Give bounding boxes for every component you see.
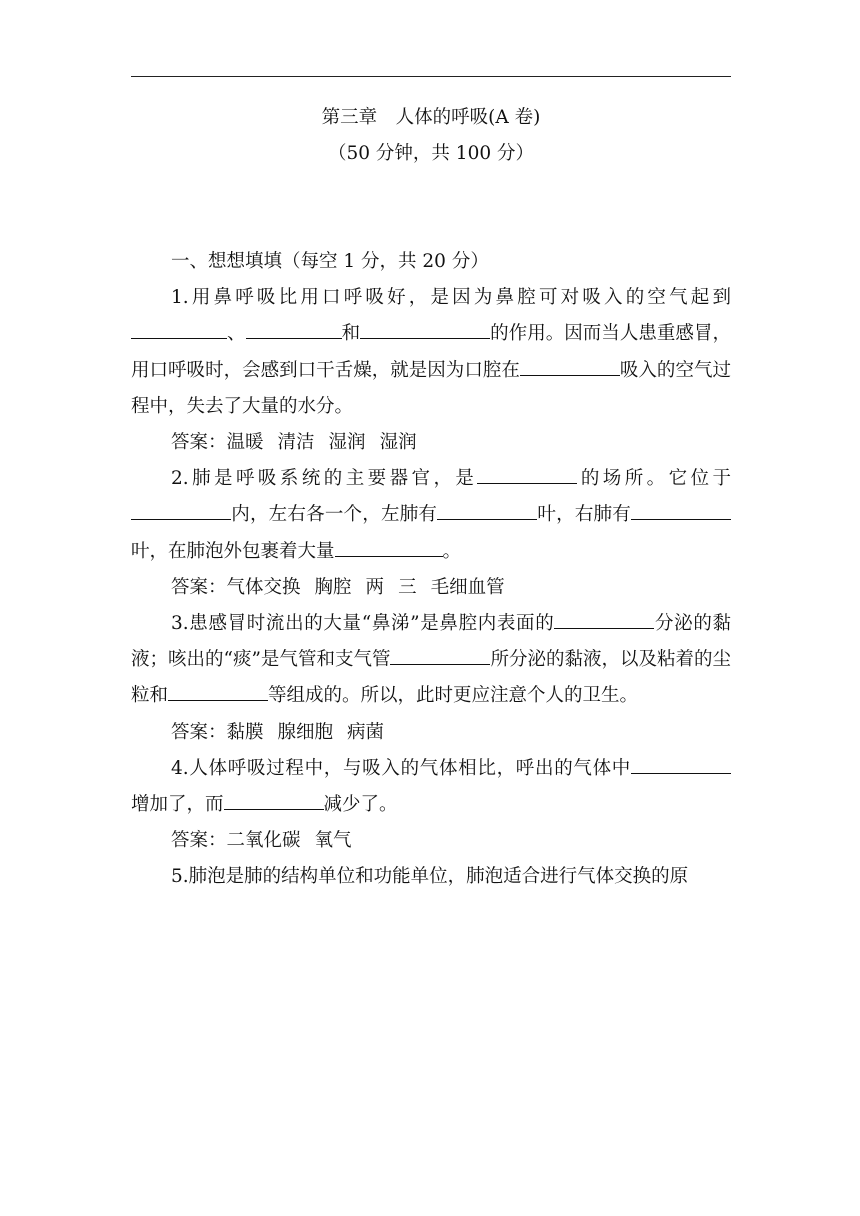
answer-item: 氧气 bbox=[314, 830, 352, 852]
question-2 bbox=[131, 461, 731, 570]
answer-item: 胸腔 bbox=[314, 576, 352, 598]
answer-blank bbox=[131, 337, 227, 339]
question-text: 、 bbox=[227, 323, 246, 345]
answer-3 bbox=[131, 715, 731, 751]
document-body bbox=[131, 100, 731, 896]
page-subtitle: （50 分钟，共 100 分） bbox=[328, 143, 534, 164]
question-text: 的作用。因而当人患重感冒，用口呼吸时，会感到口干舌燥，就是因为口腔在 bbox=[131, 323, 731, 381]
question-text: 5.肺泡是肺的结构单位和功能单位，肺泡适合进行气体交换的原 bbox=[171, 866, 689, 888]
answer-item: 毛细血管 bbox=[430, 576, 505, 598]
answer-item: 病菌 bbox=[347, 721, 385, 743]
page-title: 第三章 人体的呼吸(A 卷) bbox=[321, 107, 541, 128]
question-text: 减少了。 bbox=[323, 794, 398, 816]
header-rule bbox=[131, 76, 731, 77]
question-text: 吸入的空气过程中，失去了大量的水分。 bbox=[131, 359, 731, 417]
answer-blank bbox=[477, 482, 577, 484]
answer-label: 答案： bbox=[171, 576, 227, 598]
answer-blank bbox=[631, 518, 731, 520]
answer-blank bbox=[520, 374, 620, 376]
answer-item: 黏膜 bbox=[226, 721, 264, 743]
answer-blank bbox=[390, 663, 490, 665]
question-text: 1.用鼻呼吸比用口呼吸好，是因为鼻腔可对吸入的空气起到 bbox=[171, 287, 731, 309]
question-text: 内，左右各一个，左肺有 bbox=[231, 504, 438, 526]
answer-blank bbox=[360, 337, 490, 339]
answer-label: 答案： bbox=[171, 830, 227, 852]
answer-item: 气体交换 bbox=[226, 576, 301, 598]
question-3 bbox=[131, 606, 731, 715]
question-5 bbox=[131, 859, 731, 895]
question-text: 分泌的黏液；咳出的“痰”是气管和支气管 bbox=[131, 613, 731, 671]
question-text: 等组成的。所以，此时更应注意个人的卫生。 bbox=[268, 685, 639, 707]
answer-blank bbox=[437, 518, 537, 520]
answer-item: 湿润 bbox=[379, 432, 417, 454]
answer-label: 答案： bbox=[171, 432, 227, 454]
answer-blank bbox=[224, 808, 324, 810]
question-text: 和 bbox=[341, 323, 361, 345]
answer-blank bbox=[131, 518, 231, 520]
answer-item: 腺细胞 bbox=[277, 721, 334, 743]
section-heading: 一、想想填填（每空 1 分，共 20 分） bbox=[171, 251, 489, 272]
answer-item: 二氧化碳 bbox=[226, 830, 301, 852]
answer-blank bbox=[335, 555, 443, 557]
answer-item: 清洁 bbox=[277, 432, 315, 454]
question-text: 所分泌的黏液，以及粘着的尘粒和 bbox=[131, 649, 731, 707]
question-text: 叶，右肺有 bbox=[537, 504, 631, 526]
answer-label: 答案： bbox=[171, 721, 227, 743]
answer-blank bbox=[246, 337, 342, 339]
answer-blank bbox=[168, 699, 268, 701]
question-text: 2.肺是呼吸系统的主要器官，是 bbox=[171, 468, 478, 490]
question-text: 叶，在肺泡外包裹着大量 bbox=[131, 540, 335, 562]
question-text: 3.患感冒时流出的大量“鼻涕”是鼻腔内表面的 bbox=[171, 613, 555, 635]
answer-4 bbox=[131, 823, 731, 859]
answer-1 bbox=[131, 425, 731, 461]
answer-item: 湿润 bbox=[328, 432, 366, 454]
answer-item: 三 bbox=[398, 576, 417, 598]
question-1 bbox=[131, 280, 731, 425]
question-text: 增加了，而 bbox=[131, 794, 224, 816]
question-text: 。 bbox=[442, 540, 462, 562]
question-text: 4.人体呼吸过程中，与吸入的气体相比，呼出的气体中 bbox=[171, 757, 631, 779]
answer-item: 两 bbox=[365, 576, 385, 598]
question-text: 的场所。它位于 bbox=[577, 468, 731, 490]
answer-2 bbox=[131, 570, 731, 606]
answer-blank bbox=[554, 627, 654, 629]
answer-blank bbox=[631, 772, 731, 774]
question-4 bbox=[131, 751, 731, 823]
answer-item: 温暖 bbox=[226, 432, 264, 454]
